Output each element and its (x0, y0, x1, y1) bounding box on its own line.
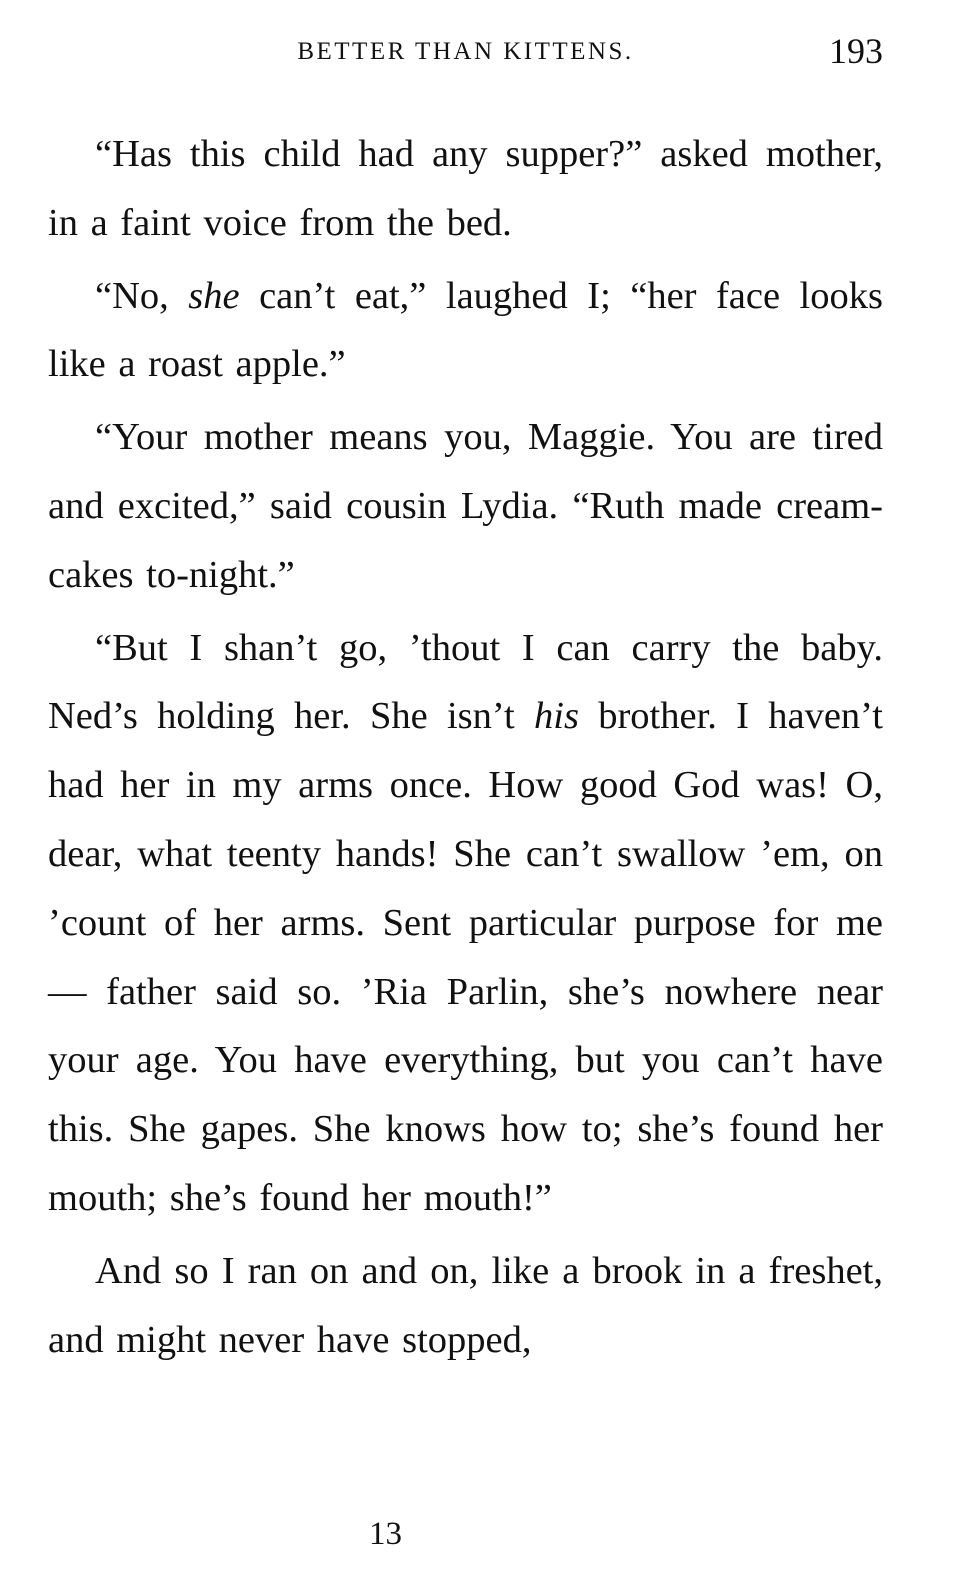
paragraph-2 (48, 262, 883, 400)
paragraph-text: “But I shan’t go, ’thout I can carry the baby. Ned’s holding her. She isn’t (48, 626, 883, 738)
paragraph-text: “No, (95, 274, 189, 317)
paragraph-text: “Has this child had any supper?” asked mother, in a faint voice from the bed. (48, 133, 883, 244)
paragraph-text: can’t eat,” laughed I; “her face looks like a roast apple.” (48, 274, 883, 386)
paragraph-5 (48, 1237, 883, 1375)
paragraph-text: brother. I haven’t had her in my arms once. How good God was! O, dear, what teenty hands! She can’t swallow ’em, on ’count of her arms. Sent particular purpose for me — father said so. ’Ria Parlin, she’s nowhere near your age. You have everything, but you can’t have this. She gapes. She knows how to; she’s found her mouth; she’s found her mouth!” (48, 695, 884, 1219)
running-title: BETTER THAN KITTENS. (297, 38, 634, 65)
body-text (48, 120, 883, 1378)
italic-emphasis: she (188, 274, 240, 317)
page-number: 193 (829, 31, 883, 71)
paragraph-4 (48, 614, 883, 1233)
paragraph-3 (48, 403, 883, 609)
paragraph-text: “Your mother means you, Maggie. You are tired and excited,” said cousin Lydia. “Ruth made cream-cakes to-night.” (48, 416, 883, 596)
paragraph-1 (48, 120, 883, 258)
italic-emphasis: his (534, 695, 579, 738)
signature-mark: 13 (369, 1516, 402, 1552)
running-head (48, 30, 883, 70)
paragraph-text: And so I ran on and on, like a brook in a freshet, and might never have stopped, (48, 1249, 883, 1361)
